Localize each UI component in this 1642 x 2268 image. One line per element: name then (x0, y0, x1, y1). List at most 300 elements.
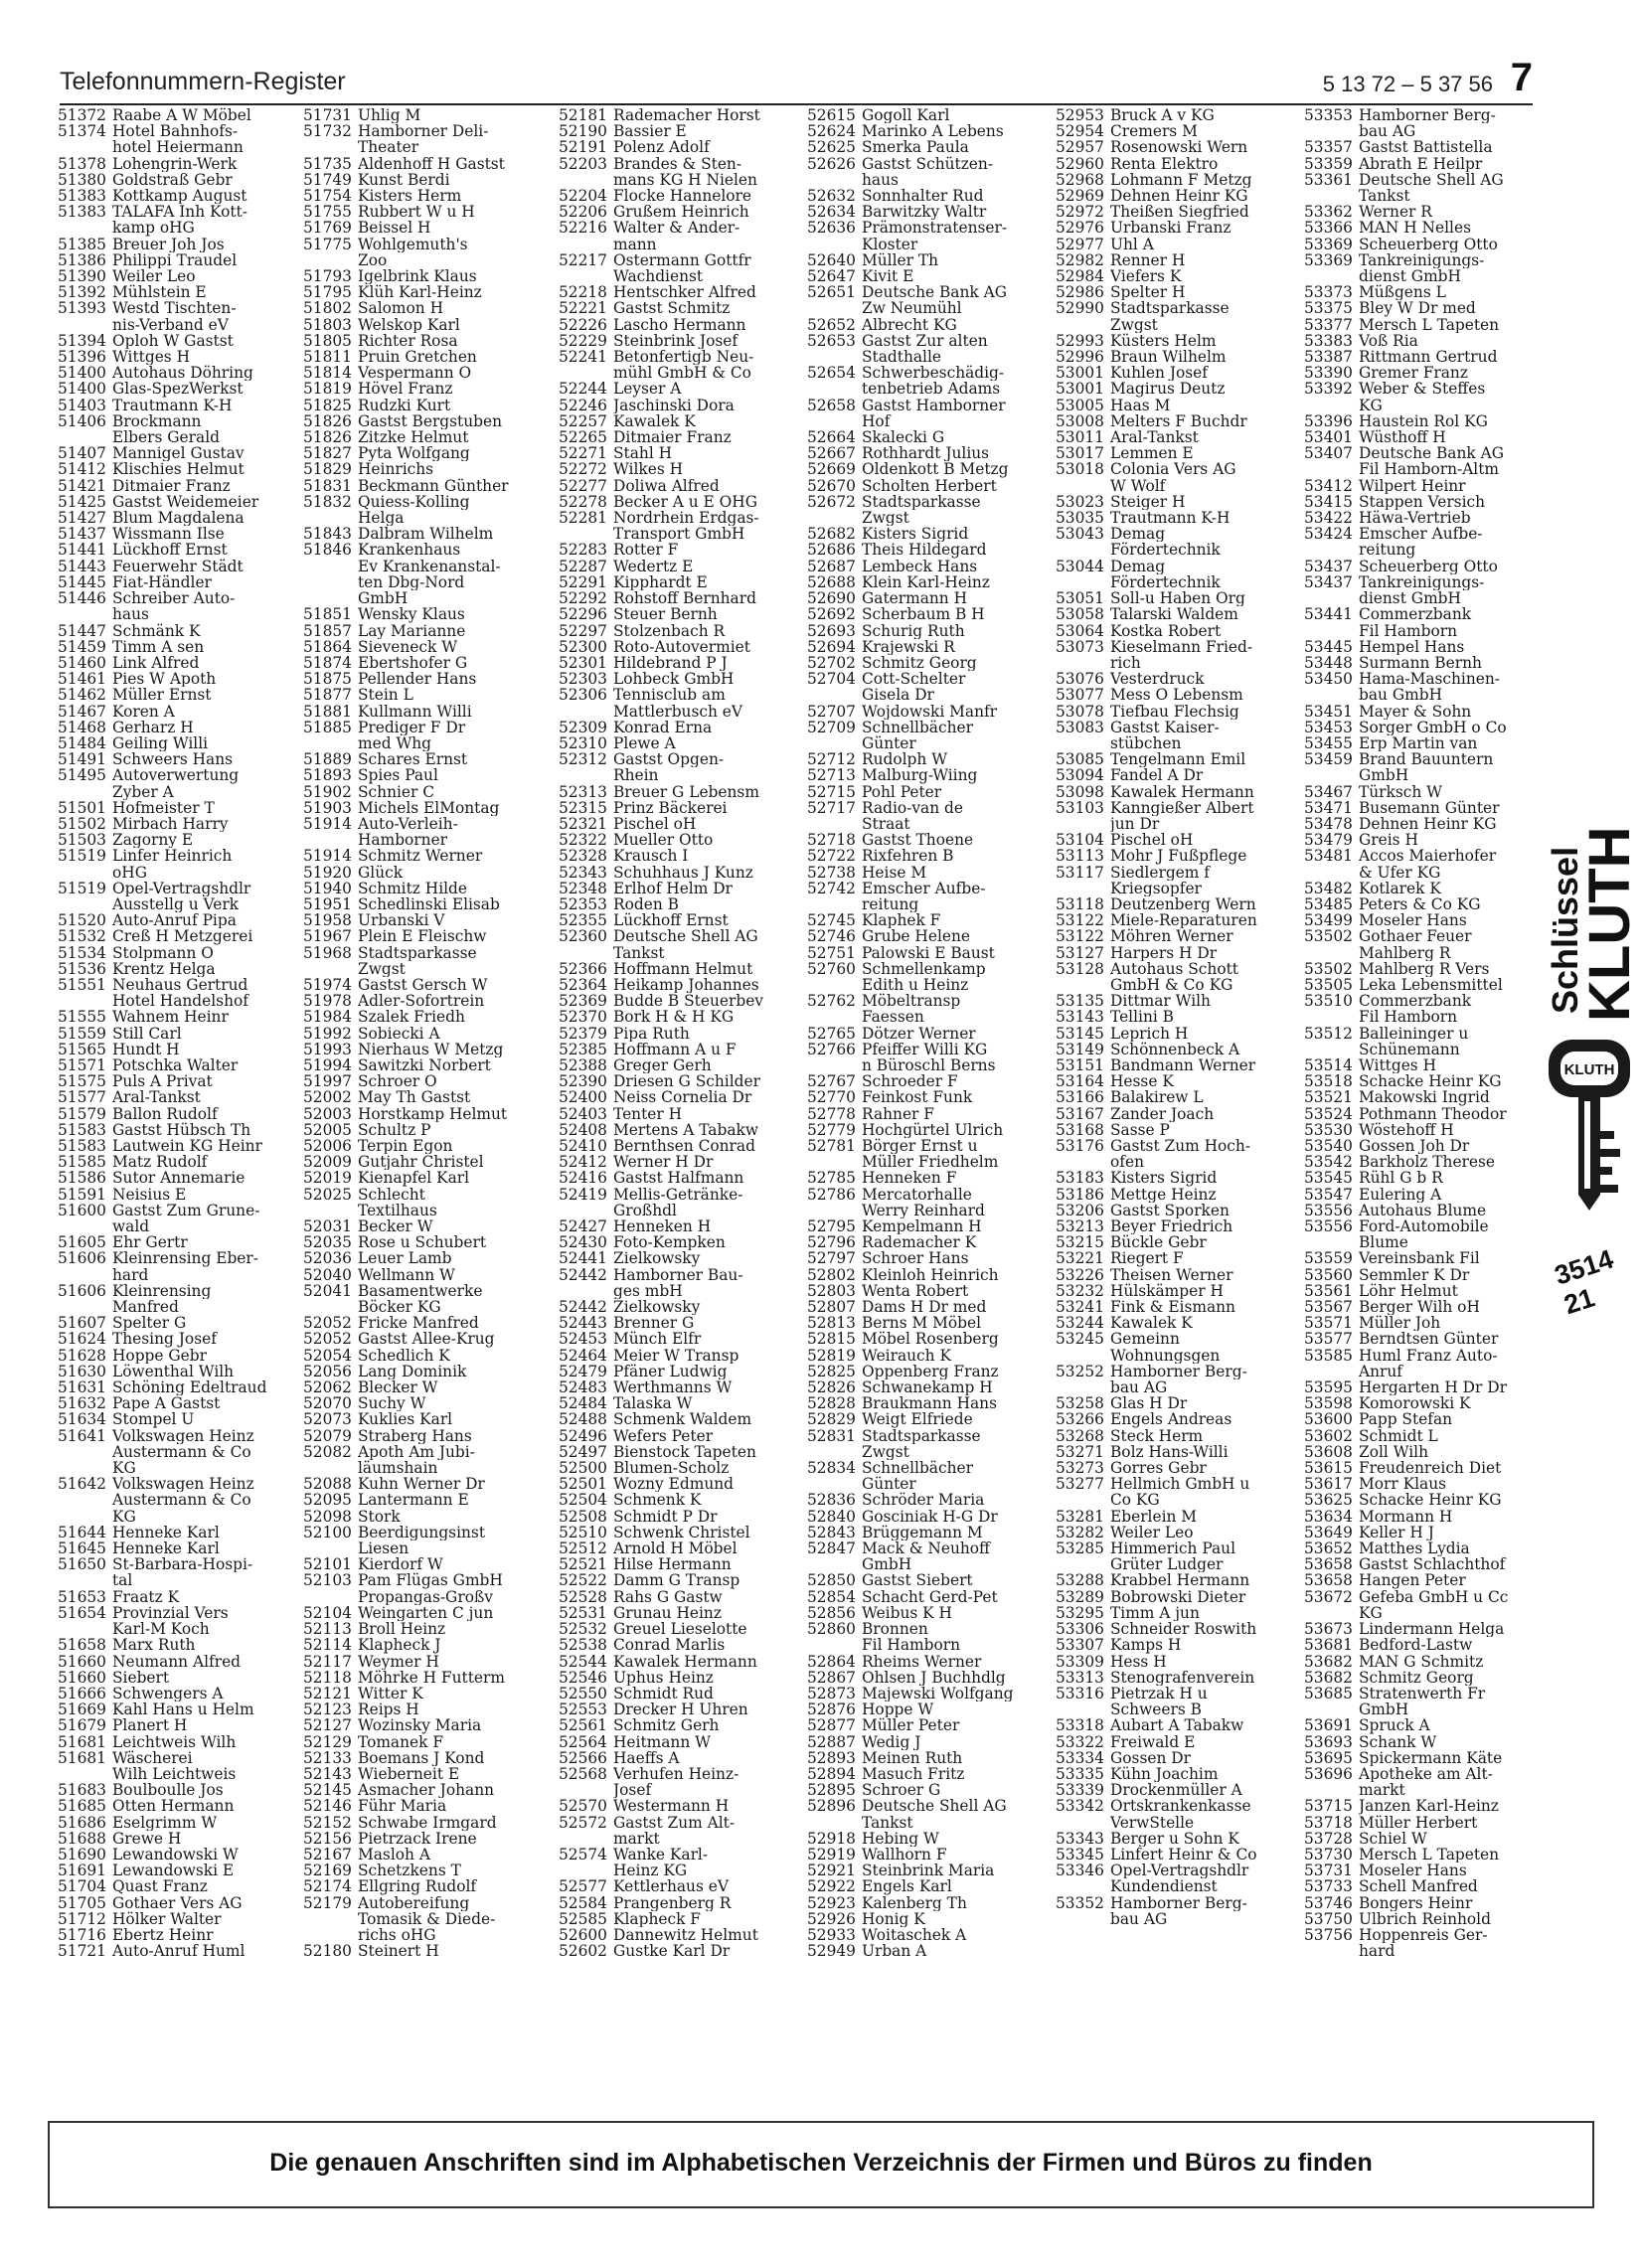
phone-number: 53412 (1304, 476, 1353, 495)
directory-entry (303, 1203, 557, 1218)
subscriber-name: Schöning Edeltraud (112, 1379, 267, 1396)
phone-number: 53104 (1056, 831, 1104, 850)
phone-number (303, 252, 358, 268)
phone-number (1056, 1154, 1110, 1170)
subscriber-name: Igelbrink Klaus (358, 268, 477, 285)
directory-entry (1304, 1847, 1541, 1863)
phone-number: 51735 (303, 154, 352, 173)
phone-number: 51681 (58, 1732, 106, 1751)
subscriber-name: Krankenhaus (358, 542, 461, 559)
phone-number: 53571 (1304, 1314, 1353, 1333)
directory-entry (1056, 590, 1302, 606)
subscriber-name: ges mbH (613, 1282, 683, 1300)
directory-entry (1056, 1572, 1302, 1588)
directory-entry (559, 1122, 805, 1138)
subscriber-name: Bedford-Lastw (1359, 1637, 1473, 1654)
directory-entry (1056, 172, 1302, 188)
directory-entry (1056, 510, 1302, 526)
phone-number: 51495 (58, 766, 106, 785)
directory-entry (1056, 800, 1302, 816)
subscriber-name: MAN H Nelles (1359, 220, 1471, 237)
phone-number: 52464 (559, 1346, 607, 1365)
phone-number: 53346 (1056, 1862, 1104, 1880)
subscriber-name: Schneider Roswith (1110, 1621, 1257, 1638)
phone-number (303, 574, 358, 590)
phone-number: 51641 (58, 1426, 106, 1445)
phone-number: 53422 (1304, 509, 1353, 528)
phone-number: 51462 (58, 686, 106, 705)
directory-entry (559, 1621, 805, 1637)
phone-number (303, 1460, 358, 1476)
directory-entry (807, 1605, 1054, 1621)
subscriber-name: Gastst Bergstuben (358, 412, 503, 430)
directory-entry (303, 1042, 557, 1057)
subscriber-name: Straberg Hans (358, 1427, 472, 1444)
subscriber-name: Gastst Hübsch Th (112, 1121, 251, 1138)
subscriber-name: Trautmann K-H (1110, 510, 1231, 527)
subscriber-name: Rose u Schubert (358, 1234, 487, 1251)
subscriber-name: Reips H (358, 1701, 419, 1718)
subscriber-name: Polenz Adolf (613, 139, 710, 156)
directory-entry (807, 1460, 1054, 1476)
directory-entry (807, 1364, 1054, 1379)
directory-entry (303, 1556, 557, 1572)
directory-entry (1304, 1572, 1541, 1588)
phone-number: 53510 (1304, 992, 1353, 1011)
directory-entry (58, 1250, 301, 1266)
directory-entry (303, 413, 557, 429)
subscriber-name: Neuhaus Gertrud (112, 976, 248, 994)
subscriber-name: Stadtsparkasse (862, 1427, 981, 1444)
subscriber-name: Zwgst (862, 510, 909, 527)
subscriber-name: bau AG (1359, 123, 1416, 140)
directory-entry (1304, 349, 1541, 365)
directory-entry (1304, 1895, 1541, 1911)
subscriber-name: Lückhoff Ernst (613, 912, 729, 929)
directory-entry (807, 574, 1054, 590)
directory-entry (303, 1395, 557, 1411)
subscriber-name: markt (1359, 1782, 1405, 1799)
phone-number: 51374 (58, 122, 106, 141)
directory-entry (807, 800, 1054, 816)
subscriber-name: Beckmann Günther (358, 477, 509, 494)
directory-entry (58, 1089, 301, 1105)
subscriber-name: Pfeiffer Willi KG (862, 1041, 988, 1057)
subscriber-name: Hempel Hans (1359, 638, 1465, 655)
directory-entry (1304, 1267, 1541, 1283)
phone-number: 53585 (1304, 1346, 1353, 1365)
directory-entry (559, 333, 805, 349)
subscriber-name: stübchen (1110, 734, 1182, 752)
subscriber-name: Schedlinski Elisab (358, 895, 500, 913)
subscriber-name: Rixfehren B (862, 848, 954, 865)
phone-number: 53467 (1304, 782, 1353, 801)
phone-number: 52379 (559, 1024, 607, 1043)
directory-entry (58, 1444, 301, 1460)
subscriber-name: Co KG (1110, 1492, 1160, 1509)
subscriber-name: Hamborner Bau- (613, 1266, 743, 1283)
subscriber-name: Lindermann Helga (1359, 1621, 1505, 1638)
phone-number: 52877 (807, 1716, 856, 1735)
phone-number: 52864 (807, 1652, 856, 1671)
directory-entry (58, 220, 301, 236)
directory-entry (58, 735, 301, 751)
phone-number: 51628 (58, 1346, 106, 1365)
directory-entry (559, 606, 805, 622)
directory-entry (303, 993, 557, 1009)
subscriber-name: Mayer & Sohn (1359, 703, 1472, 720)
subscriber-name: Tankst (613, 944, 665, 961)
subscriber-name: Zwgst (862, 1443, 909, 1461)
phone-number: 53085 (1056, 750, 1104, 769)
directory-column (807, 107, 1054, 2105)
phone-number: 53649 (1304, 1523, 1353, 1541)
subscriber-name: Dehnen Heinr KG (1110, 188, 1248, 205)
ad-brand: KLUTH (1577, 826, 1642, 1022)
subscriber-name: Hildebrand P J (613, 654, 728, 672)
phone-number: 52653 (807, 331, 856, 350)
subscriber-name: Fil Hamborn (862, 1637, 960, 1654)
phone-number (303, 735, 358, 751)
subscriber-name: Henneke Karl (112, 1524, 220, 1541)
directory-entry (58, 1348, 301, 1364)
subscriber-name: Werry Reinhard (862, 1202, 985, 1219)
phone-number: 53512 (1304, 1024, 1353, 1043)
phone-number (1304, 1701, 1359, 1717)
phone-number: 53266 (1056, 1410, 1104, 1429)
subscriber-name: Blume (1359, 1234, 1408, 1251)
phone-number: 52686 (807, 541, 856, 560)
phone-number: 52180 (303, 1942, 352, 1961)
subscriber-name: Matz Rudolf (112, 1154, 208, 1171)
page-header (60, 56, 1533, 105)
directory-entry (1056, 220, 1302, 236)
subscriber-name: Schünemann (1359, 1041, 1460, 1057)
directory-entry (807, 1525, 1054, 1540)
directory-entry (303, 606, 557, 622)
phone-number (807, 1009, 862, 1025)
subscriber-name: Mohr J Fußpflege (1110, 848, 1247, 865)
phone-number: 51805 (303, 331, 352, 350)
directory-entry (303, 1411, 557, 1427)
phone-number: 52054 (303, 1346, 352, 1365)
phone-number: 53448 (1304, 653, 1353, 672)
phone-number: 51978 (303, 992, 352, 1011)
directory-entry (1304, 1556, 1541, 1572)
phone-number: 52834 (807, 1459, 856, 1478)
directory-entry (559, 1187, 805, 1203)
subscriber-name: Lemmen E (1110, 445, 1194, 462)
subscriber-name: Mühlstein E (112, 284, 207, 301)
subscriber-name: Keller H J (1359, 1524, 1434, 1541)
subscriber-name: Gastst Zum Alt- (613, 1814, 736, 1831)
subscriber-name: Berndtsen Günter (1359, 1331, 1499, 1348)
subscriber-name: Werner H Dr (613, 1154, 714, 1171)
subscriber-name: Plein E Fleischw (358, 928, 487, 945)
subscriber-name: Aral-Tankst (1110, 429, 1199, 446)
directory-entry (1304, 1798, 1541, 1814)
directory-entry (559, 687, 805, 703)
phone-number: 52893 (807, 1748, 856, 1767)
phone-number: 51555 (58, 1008, 106, 1027)
directory-entry (1304, 139, 1541, 155)
directory-entry (559, 1637, 805, 1653)
phone-number: 52313 (559, 782, 607, 801)
subscriber-name: Trautmann K-H (112, 397, 233, 413)
directory-entry (1056, 1670, 1302, 1686)
directory-entry (807, 606, 1054, 622)
directory-entry (303, 1621, 557, 1637)
phone-number: 53658 (1304, 1571, 1353, 1590)
subscriber-name: Opel-Vertragshdlr (112, 880, 251, 896)
directory-entry (1304, 1815, 1541, 1831)
phone-number: 52221 (559, 299, 607, 318)
directory-entry (1056, 1315, 1302, 1331)
subscriber-name: Vespermann O (358, 365, 472, 382)
subscriber-name: Feuerwehr Städt (112, 558, 244, 574)
phone-number: 51666 (58, 1684, 106, 1702)
directory-entry (58, 1734, 301, 1750)
subscriber-name: Erlhof Helm Dr (613, 880, 733, 896)
subscriber-name: Großhdl (613, 1202, 677, 1219)
subscriber-name: Klüh Karl-Heinz (358, 284, 482, 301)
subscriber-name: Henneken F (862, 1170, 957, 1187)
phone-number (1056, 977, 1110, 993)
directory-entry (559, 300, 805, 316)
directory-entry (303, 912, 557, 928)
directory-entry (1304, 1348, 1541, 1364)
directory-entry (559, 317, 805, 333)
subscriber-name: Urban A (862, 1943, 927, 1960)
subscriber-name: Gisela Dr (862, 687, 934, 704)
phone-number: 52786 (807, 1185, 856, 1204)
phone-number: 53289 (1056, 1587, 1104, 1606)
phone-number: 52306 (559, 686, 607, 705)
phone-number: 51795 (303, 283, 352, 302)
directory-entry (1056, 1428, 1302, 1444)
subscriber-name: Masuch Fritz (862, 1765, 965, 1783)
subscriber-name: ofen (1110, 1154, 1144, 1171)
phone-number: 52190 (559, 122, 607, 141)
subscriber-name: Kienapfel Karl (358, 1170, 470, 1187)
directory-entry (1056, 671, 1302, 687)
directory-entry (1056, 494, 1302, 510)
directory-entry (807, 1187, 1054, 1203)
phone-number: 51534 (58, 943, 106, 962)
directory-entry (1304, 510, 1541, 526)
subscriber-name: Prangenberg R (613, 1894, 732, 1911)
subscriber-name: Ulbrich Reinhold (1359, 1910, 1491, 1927)
subscriber-name: Soll-u Haben Org (1110, 590, 1245, 607)
subscriber-name: Tankst (1359, 188, 1410, 205)
directory-entry (559, 1911, 805, 1927)
subscriber-name: Ebertshofer G (358, 654, 468, 672)
subscriber-name: Ditmaier Franz (112, 477, 231, 494)
directory-entry (1056, 1057, 1302, 1073)
directory-entry (1304, 687, 1541, 703)
subscriber-name: Tennisclub am (613, 687, 726, 704)
directory-entry (1056, 1218, 1302, 1234)
subscriber-name: Kleinloh Heinrich (862, 1266, 999, 1283)
directory-entry (58, 1831, 301, 1847)
phone-number: 52819 (807, 1346, 856, 1365)
directory-entry (1304, 1637, 1541, 1653)
directory-entry (559, 1089, 805, 1105)
directory-entry (303, 1026, 557, 1042)
phone-number: 53143 (1056, 1008, 1104, 1027)
phone-number: 51460 (58, 653, 106, 672)
phone-number: 52257 (559, 411, 607, 430)
subscriber-name: Textilhaus (358, 1202, 437, 1219)
phone-number: 52918 (807, 1829, 856, 1848)
phone-number (559, 237, 613, 252)
subscriber-name: Linfert Heinr & Co (1110, 1846, 1257, 1863)
subscriber-name: reitung (862, 895, 919, 913)
phone-number (807, 237, 862, 252)
phone-number: 51565 (58, 1040, 106, 1058)
phone-number: 53577 (1304, 1330, 1353, 1349)
subscriber-name: Westd Tischten- (112, 300, 237, 317)
phone-number: 51885 (303, 718, 352, 736)
directory-entry (559, 1798, 805, 1814)
directory-entry (1056, 1187, 1302, 1203)
subscriber-name: Dannewitz Helmut (613, 1926, 758, 1944)
subscriber-name: Uhl A (1110, 236, 1154, 252)
directory-entry (58, 204, 301, 220)
subscriber-name: mann (613, 236, 657, 252)
directory-entry (303, 1428, 557, 1444)
phone-number: 52244 (559, 380, 607, 399)
phone-number (807, 1556, 862, 1572)
phone-number: 53521 (1304, 1088, 1353, 1107)
directory-entry (58, 1895, 301, 1911)
phone-number: 53135 (1056, 992, 1104, 1011)
phone-number: 52203 (559, 154, 607, 173)
directory-entry (807, 494, 1054, 510)
phone-number: 53044 (1056, 557, 1104, 575)
phone-number (303, 1203, 358, 1218)
directory-entry (1056, 1395, 1302, 1411)
phone-number: 51606 (58, 1249, 106, 1268)
phone-number: 52360 (559, 927, 607, 946)
directory-entry (1056, 1106, 1302, 1122)
phone-number: 52585 (559, 1909, 607, 1928)
phone-number: 52117 (303, 1652, 352, 1671)
subscriber-name: Schultz P (358, 1121, 431, 1138)
subscriber-name: Marx Ruth (112, 1637, 196, 1654)
subscriber-name: Deutsche Bank AG (862, 284, 1008, 301)
directory-entry (1304, 478, 1541, 494)
directory-entry (1056, 1847, 1302, 1863)
subscriber-name: Kostka Robert (1110, 622, 1222, 639)
phone-number: 52923 (807, 1893, 856, 1912)
subscriber-name: Deutsche Shell AG (613, 928, 758, 945)
phone-number (559, 1283, 613, 1299)
directory-entry (1304, 1492, 1541, 1508)
phone-number: 52113 (303, 1620, 352, 1639)
phone-number: 53232 (1056, 1281, 1104, 1300)
subscriber-name: Pruin Gretchen (358, 349, 477, 366)
subscriber-name: Dams H Dr med (862, 1299, 987, 1316)
phone-number: 51832 (303, 492, 352, 511)
phone-number: 52388 (559, 1055, 607, 1074)
directory-entry (303, 1927, 557, 1943)
directory-entry (559, 735, 805, 751)
directory-entry (1304, 300, 1541, 316)
subscriber-name: Anruf (1359, 1363, 1402, 1380)
subscriber-name: tenbetrieb Adams (862, 381, 1001, 398)
subscriber-name: Schwerbeschädig- (862, 365, 1005, 382)
subscriber-name: Commerzbank (1359, 606, 1472, 623)
subscriber-name: Deutsche Shell AG (862, 1798, 1007, 1815)
subscriber-name: Semmler K Dr (1359, 1266, 1470, 1283)
phone-number: 51902 (303, 782, 352, 801)
subscriber-name: Adler-Sofortrein (358, 993, 485, 1010)
directory-entry (303, 1476, 557, 1492)
directory-entry (1056, 398, 1302, 413)
subscriber-name: Konrad Erna (613, 719, 713, 735)
subscriber-name: Elbers Gerald (112, 429, 220, 446)
directory-entry (559, 1492, 805, 1508)
subscriber-name: Schönnenbeck A (1110, 1041, 1240, 1057)
subscriber-name: Brüggemann M (862, 1524, 983, 1541)
phone-number: 53005 (1056, 396, 1104, 414)
directory-entry (807, 655, 1054, 671)
subscriber-name: Philippi Traudel (112, 251, 238, 269)
directory-entry (58, 751, 301, 767)
directory-entry (303, 284, 557, 300)
subscriber-name: Werner R (1359, 204, 1432, 221)
directory-entry (1056, 1525, 1302, 1540)
directory-entry (559, 1009, 805, 1025)
subscriber-name: Pape A Gastst (112, 1395, 221, 1412)
directory-entry (559, 1348, 805, 1364)
subscriber-name: Viefers K (1110, 268, 1182, 285)
directory-entry (1056, 896, 1302, 912)
subscriber-name: Heitmann W (613, 1733, 711, 1750)
phone-number: 52826 (807, 1378, 856, 1397)
phone-number: 53600 (1304, 1410, 1353, 1429)
subscriber-name: Lohmann F Metzg (1110, 171, 1252, 189)
phone-number: 53077 (1056, 686, 1104, 705)
phone-number: 53245 (1056, 1330, 1104, 1349)
phone-number: 53122 (1056, 927, 1104, 946)
phone-number (1304, 461, 1359, 477)
subscriber-name: Hoppenreis Ger- (1359, 1926, 1488, 1944)
subscriber-name: Breuer G Lebensm (613, 783, 759, 800)
directory-entry (58, 1331, 301, 1347)
phone-number: 52828 (807, 1394, 856, 1413)
subscriber-name: Sobiecki A (358, 1025, 440, 1042)
subscriber-name: Wieberneit E (358, 1765, 460, 1783)
phone-number (559, 767, 613, 783)
subscriber-name: Manfred (112, 1299, 179, 1316)
phone-number: 52062 (303, 1378, 352, 1397)
phone-number (1304, 1042, 1359, 1057)
directory-entry (559, 784, 805, 800)
directory-entry (1304, 1734, 1541, 1750)
directory-entry (58, 317, 301, 333)
phone-number: 51571 (58, 1055, 106, 1074)
phone-number: 52982 (1056, 250, 1104, 269)
subscriber-name: Bienstock Tapeten (613, 1443, 756, 1461)
directory-entry (303, 349, 557, 365)
directory-entry (807, 1026, 1054, 1042)
subscriber-name: Spelter G (112, 1315, 187, 1332)
phone-number: 53285 (1056, 1539, 1104, 1558)
phone-number: 52098 (303, 1507, 352, 1526)
phone-number: 51551 (58, 975, 106, 994)
